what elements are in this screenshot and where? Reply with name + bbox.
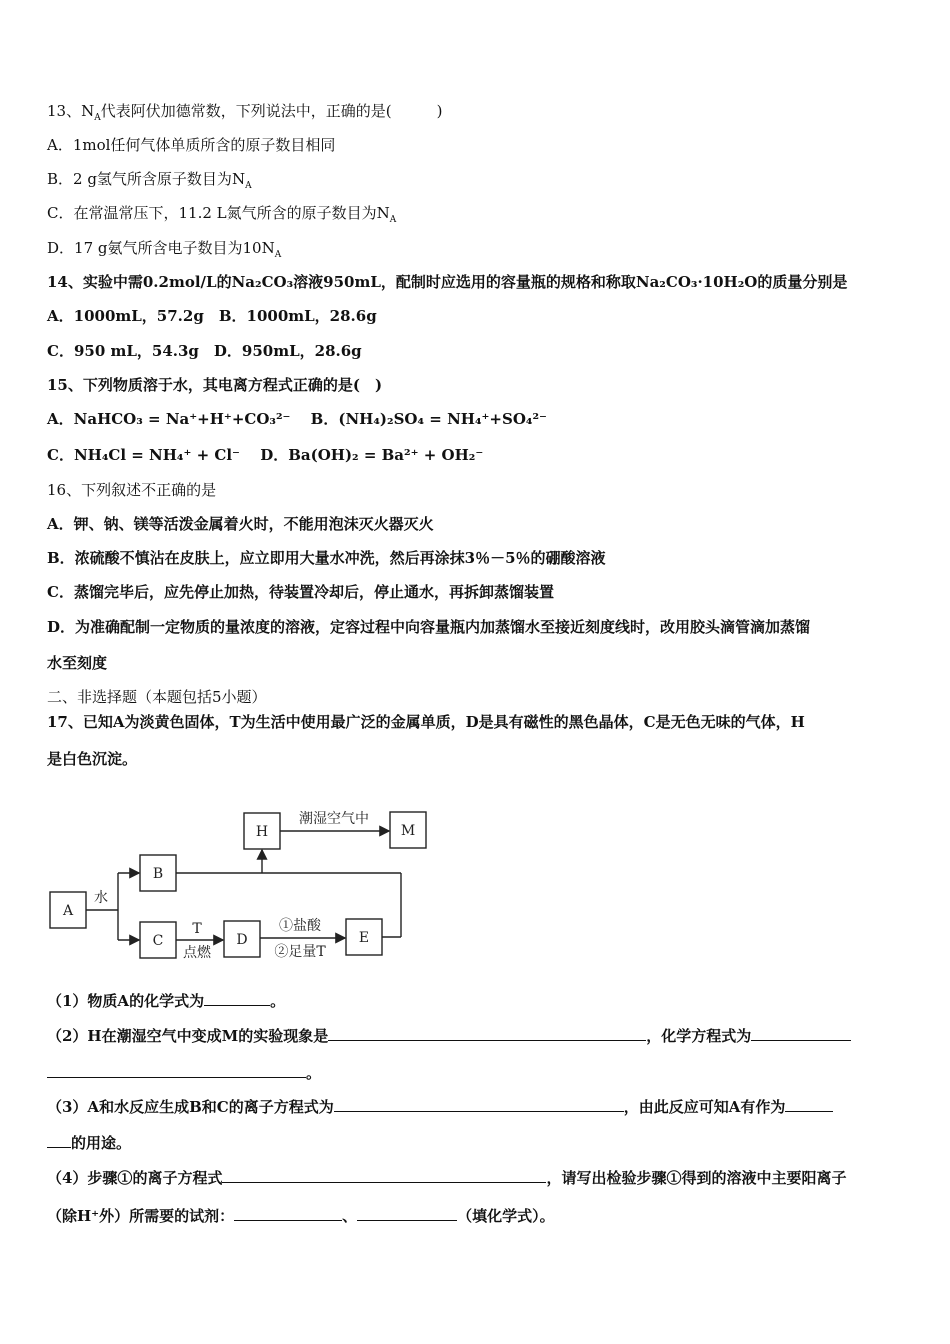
label-e: E [358,930,370,946]
q13-option-a: A．1mol任何气体单质所含的原子数目相同 [47,136,336,154]
q16-stem: 16、下列叙述不正确的是 [47,481,217,499]
q16-option-d: D．为准确配制一定物质的量浓度的溶液，定容过程中向容量瓶内加蒸馏水至接近刻度线时，改用胶头滴管滴加蒸馏 [47,618,811,636]
q14-options-cd: C．950 mL，54.3g D．950mL，28.6g [47,342,362,360]
q15-options-cd: C．NH₄Cl = NH₄⁺ + Cl⁻ D．Ba(OH)₂ = Ba²⁺ + OH₂⁻ [47,446,484,464]
q16-option-b: B．浓硫酸不慎沾在皮肤上，应立即用大量水冲洗，然后再涂抹3％－5％的硼酸溶液 [47,549,606,567]
label-step1: ①盐酸 [279,918,321,934]
label-water: 水 [94,890,108,906]
label-humid-air: 潮湿空气中 [299,811,369,827]
label-c: C [152,933,164,949]
q17-stem: 17、已知A为淡黄色固体，T为生活中使用最广泛的金属单质，D是具有磁性的黑色晶体，C是无色无味的气体，H [47,713,805,731]
q16-option-c: C．蒸馏完毕后，应先停止加热，待装置冷却后，停止通水，再拆卸蒸馏装置 [47,583,554,601]
label-step2: ②足量T [274,944,326,960]
q17-part3: （3）A和水反应生成B和C的离子方程式为 ，由此反应可知A有作为 [47,1097,833,1117]
answer-blank-2c[interactable] [47,1063,306,1078]
q17-stem-cont: 是白色沉淀。 [47,750,138,768]
q17-part1: （1）物质A的化学式为 。 [47,992,286,1010]
label-ignite: 点燃 [183,945,211,961]
q14-stem: 14、实验中需0.2mol/L的Na₂CO₃溶液950mL，配制时应选用的容量瓶的规格和称取Na₂CO₃·10H₂O的质量分别是 [47,273,848,291]
q14-options-ab: A．1000mL，57.2g B．1000mL，28.6g [47,307,377,325]
answer-blank-4b[interactable] [234,1206,342,1221]
q16-option-a: A．钾、钠、镁等活泼金属着火时，不能用泡沫灭火器灭火 [47,515,434,533]
q13-stem: 13、$N_A$代表阿伏加德常数，下列说法中，正确的是( ) [47,102,443,123]
reaction-flow-diagram [47,795,437,975]
section-heading: 二、非选择题（本题包括5小题） [47,688,267,706]
q17-part4-cont: （除H⁺外）所需要的试剂： 、 （填化学式）。 [47,1207,555,1225]
q15-options-ab: A．NaHCO₃ = Na⁺+H⁺+CO₃²⁻ B．(NH₄)₂SO₄ = NH₄⁺+SO₄²⁻ [47,410,547,428]
q17-part4: （4）步骤①的离子方程式 ，请写出检验步骤①得到的溶液中主要阳离子 [47,1169,847,1187]
answer-blank-4c[interactable] [357,1206,457,1221]
q13-option-d: D．17 g氨气所含电子数目为$10N_A$ [47,239,282,260]
label-d: D [236,932,248,948]
q17-part2-cont: 。 [47,1063,321,1083]
q13-option-c: C．在常温常压下，11.2 L氮气所含的原子数目为$N_A$ [47,204,397,225]
answer-blank-2a[interactable] [328,1026,646,1041]
answer-blank-2b[interactable] [751,1026,851,1041]
label-a: A [62,903,74,919]
answer-blank-3a[interactable] [334,1097,624,1112]
q15-stem: 15、下列物质溶于水，其电离方程式正确的是( ) [47,376,383,394]
label-t: T [192,921,202,937]
label-b: B [152,866,164,882]
q17-part3-cont: 的用途。 [47,1133,131,1153]
answer-blank-3c[interactable] [47,1133,71,1148]
answer-blank-4a[interactable] [222,1168,546,1183]
label-m: M [400,823,416,839]
q16-option-d-cont: 水至刻度 [47,654,108,672]
answer-blank-1[interactable] [204,991,270,1006]
q17-part2: （2）H在潮湿空气中变成M的实验现象是 ，化学方程式为 [47,1026,851,1046]
label-h: H [255,824,269,840]
q13-option-b: B．2 g氢气所含原子数目为$N_A$ [47,170,252,191]
answer-blank-3b[interactable] [785,1097,833,1112]
